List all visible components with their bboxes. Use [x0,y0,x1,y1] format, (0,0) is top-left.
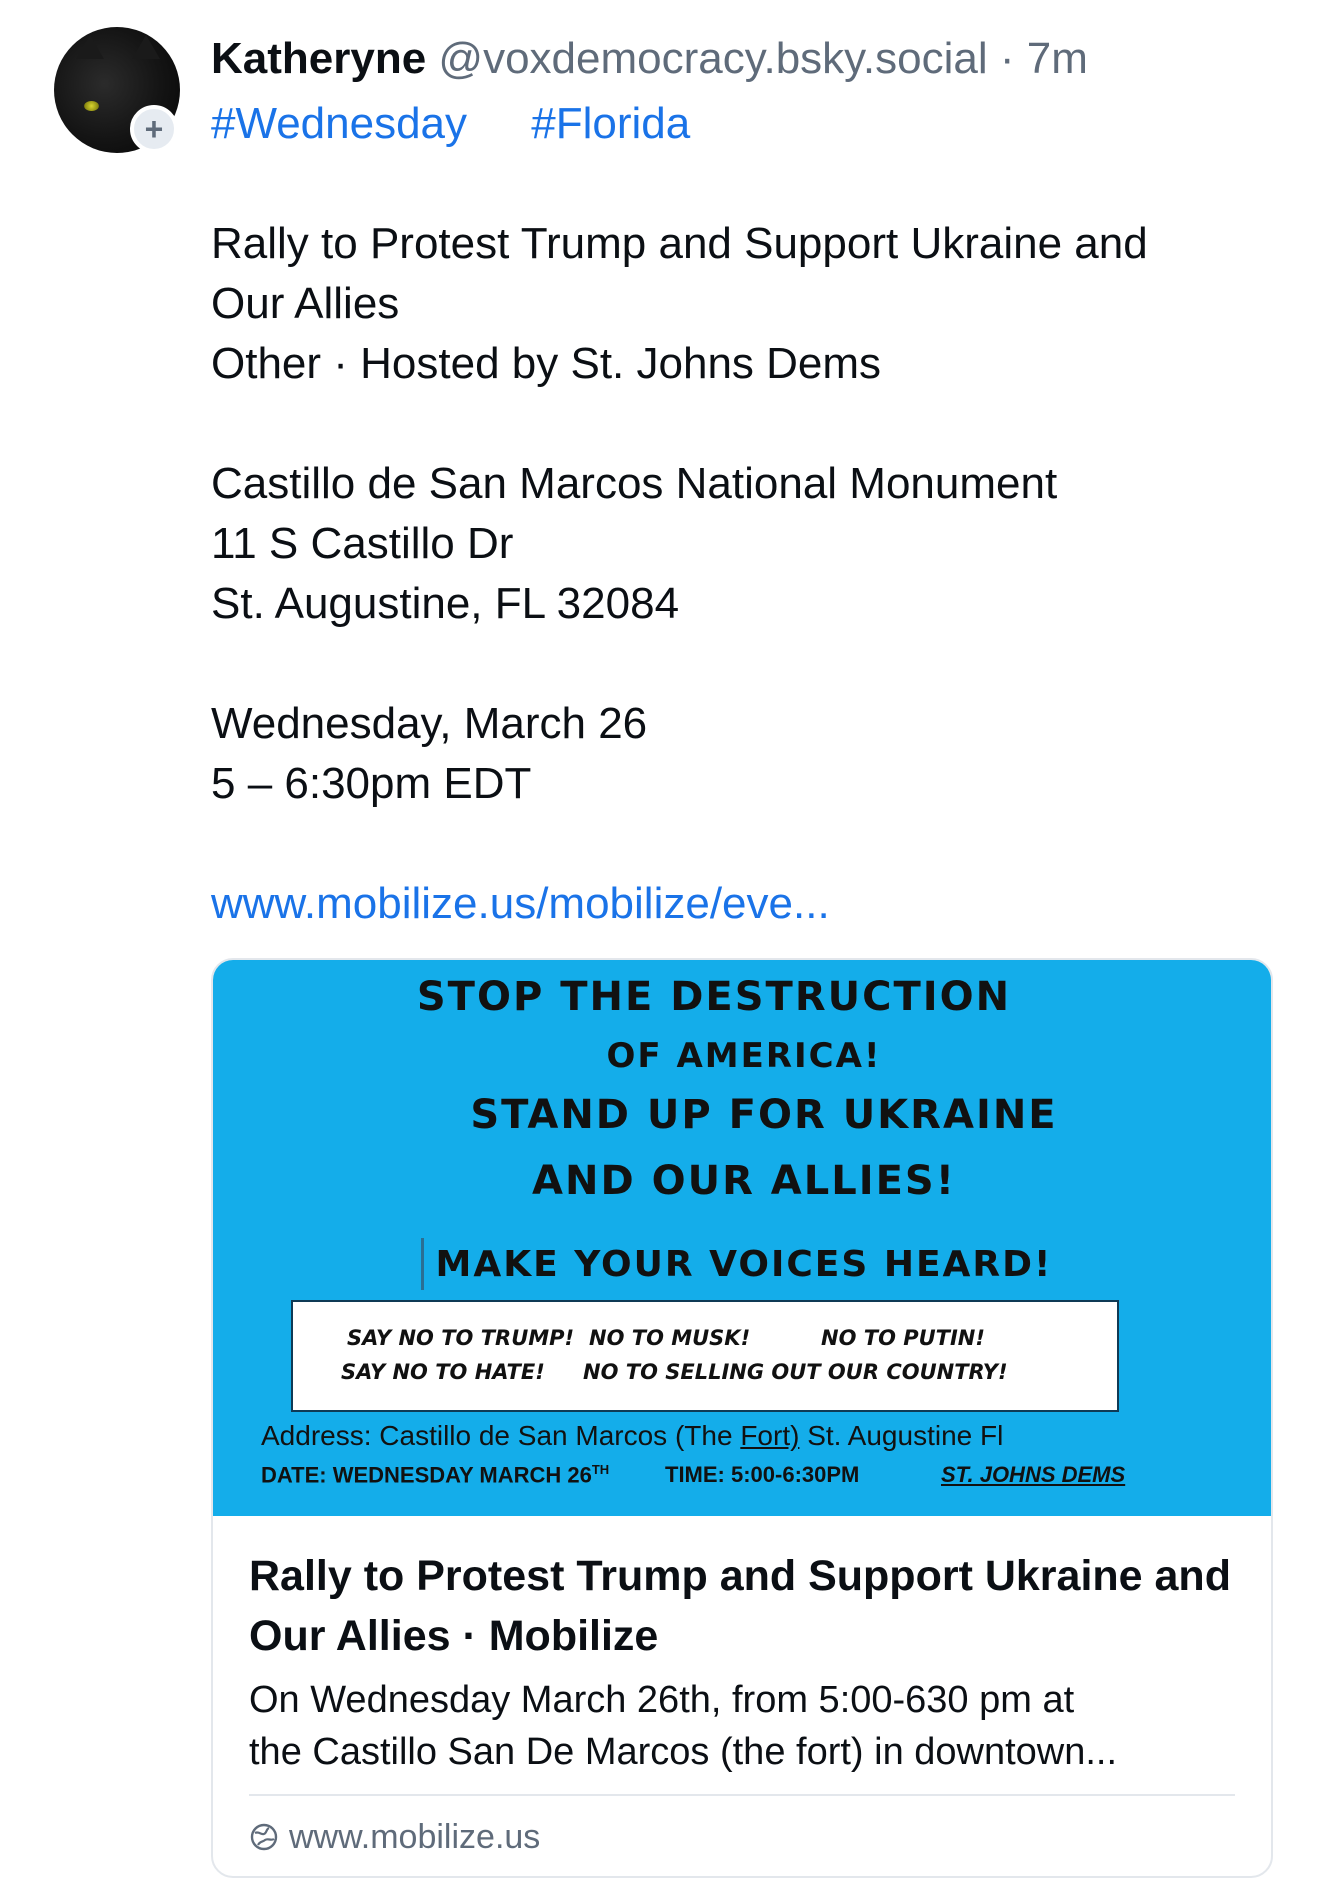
flyer-line: STOP THE DESTRUCTION [416,974,1012,1020]
follow-button[interactable] [130,105,178,153]
card-title: Rally to Protest Trump and Support Ukraine and Our Allies · Mobilize [249,1552,1231,1660]
flyer-date [261,1462,609,1488]
slogan-box [291,1300,1119,1412]
globe-icon [249,1822,279,1852]
post-header [211,30,1088,88]
card-description [249,1674,1249,1778]
post-link[interactable]: www.mobilize.us/mobilize/eve... [211,879,830,928]
hashtag-row [211,95,742,153]
flyer-line: MAKE YOUR VOICES HEARD! [435,1244,1053,1285]
plus-icon: + [144,111,164,147]
body-line: Castillo de San Marcos National Monument [211,459,1058,508]
flyer-address [261,1420,1003,1452]
slogan: NO TO MUSK! [589,1326,751,1350]
flyer-line: OF AMERICA! [606,1036,882,1076]
cat-ear [132,35,160,59]
body-gap [211,634,1148,694]
description-line: On Wednesday March 26th, from 5:00-630 pm at [249,1679,1075,1721]
slogan: NO TO SELLING OUT OUR COUNTRY! [583,1360,1008,1384]
address-suffix: St. Augustine Fl [799,1420,1004,1451]
flyer-line: AND OUR ALLIES! [532,1158,956,1204]
cat-ear [76,35,104,59]
body-line: Rally to Protest Trump and Support Ukraine and [211,219,1148,268]
flyer-time: TIME: 5:00-6:30PM [665,1462,860,1487]
card-domain-text: www.mobilize.us [289,1817,541,1856]
link-preview-card[interactable] [211,958,1273,1878]
hashtag-florida[interactable]: #Florida [531,99,691,148]
slogan: NO TO PUTIN! [821,1326,985,1350]
flyer-image [213,960,1273,1516]
flyer-line: STAND UP FOR UKRAINE [470,1092,1058,1138]
address-fort: Fort) [740,1420,800,1451]
body-line: Our Allies [211,279,400,328]
post-body [211,214,1148,814]
date-suffix: TH [591,1462,610,1477]
author-handle[interactable]: @voxdemocracy.bsky.social [438,34,988,83]
body-line: 5 – 6:30pm EDT [211,759,532,808]
body-gap [211,394,1148,454]
body-line: St. Augustine, FL 32084 [211,579,680,628]
card-divider [249,1794,1235,1796]
post-timestamp[interactable]: 7m [1026,34,1088,83]
separator: · [999,34,1015,83]
body-line: Wednesday, March 26 [211,699,648,748]
slogan: SAY NO TO TRUMP! [347,1326,575,1350]
body-line: 11 S Castillo Dr [211,519,514,568]
description-line: the Castillo San De Marcos (the fort) in downtown... [249,1731,1118,1773]
cat-eye [84,101,99,111]
author-name[interactable]: Katheryne [211,34,427,83]
body-line: Other · Hosted by St. Johns Dems [211,339,882,388]
hashtag-wednesday[interactable]: #Wednesday [211,99,468,148]
slogan: SAY NO TO HATE! [341,1360,545,1384]
card-domain [249,1812,540,1862]
address-prefix: Address: Castillo de San Marcos (The [261,1420,741,1451]
date-label: DATE: WEDNESDAY MARCH 26 [261,1462,592,1488]
flyer-host: ST. JOHNS DEMS [941,1462,1126,1487]
